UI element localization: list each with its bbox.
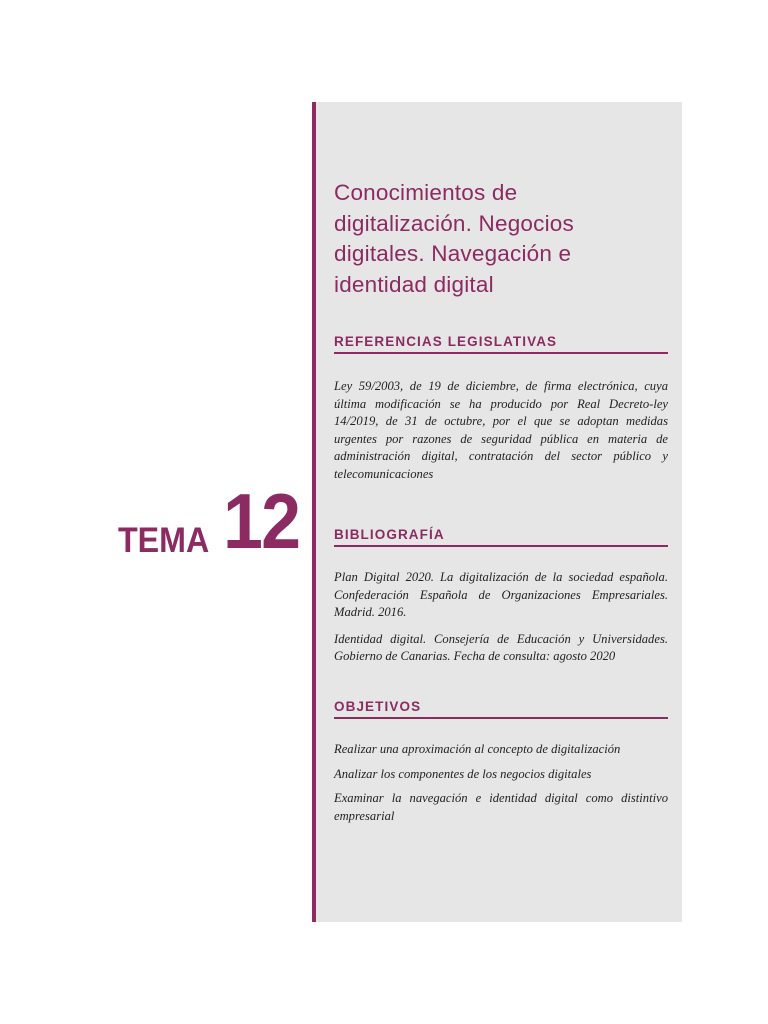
- reference-item: Ley 59/2003, de 19 de diciembre, de firma electrónica, cuya última modificación se ha producido por Real Decreto-ley 14/2019, de 31 de octubre, por el que se adoptan medidas urgentes por razones de seguridad pública en materia de administración digital, contratación del sector público y telecomunicaciones: [334, 379, 668, 481]
- chapter-label: [118, 470, 306, 565]
- chapter-title-line: digitalización. Negocios: [334, 210, 574, 236]
- bibliography-item: Plan Digital 2020. La digitalización de la sociedad española. Confederación Española de Organizaciones Empresariales. Madrid. 2016.: [334, 570, 668, 619]
- legislative-references-section: [334, 334, 668, 483]
- tema-word: TEMA: [118, 521, 210, 560]
- chapter-content: [334, 178, 668, 823]
- chapter-title: [334, 178, 668, 300]
- chapter-title-line: Conocimientos de: [334, 180, 518, 205]
- accent-vertical-bar: [312, 102, 316, 922]
- tema-number: 12: [223, 477, 300, 565]
- objective-item: Analizar los componentes de los negocios digitales: [334, 766, 592, 781]
- objectives-section: [334, 699, 668, 825]
- section-heading-references: REFERENCIAS LEGISLATIVAS: [334, 334, 668, 354]
- objective-item: Examinar la navegación e identidad digital como distintivo empresarial: [334, 791, 668, 823]
- chapter-title-line: identidad digital: [334, 271, 494, 297]
- chapter-title-line: digitales. Navegación e: [334, 241, 572, 266]
- objective-item: Realizar una aproximación al concepto de digitalización: [334, 742, 621, 756]
- bibliography-section: [334, 527, 668, 666]
- section-heading-bibliography: BIBLIOGRAFÍA: [334, 527, 668, 547]
- section-heading-objectives: OBJETIVOS: [334, 699, 668, 719]
- bibliography-item: Identidad digital. Consejería de Educación y Universidades. Gobierno de Canarias. Fecha de consulta: agosto 2020: [334, 631, 668, 663]
